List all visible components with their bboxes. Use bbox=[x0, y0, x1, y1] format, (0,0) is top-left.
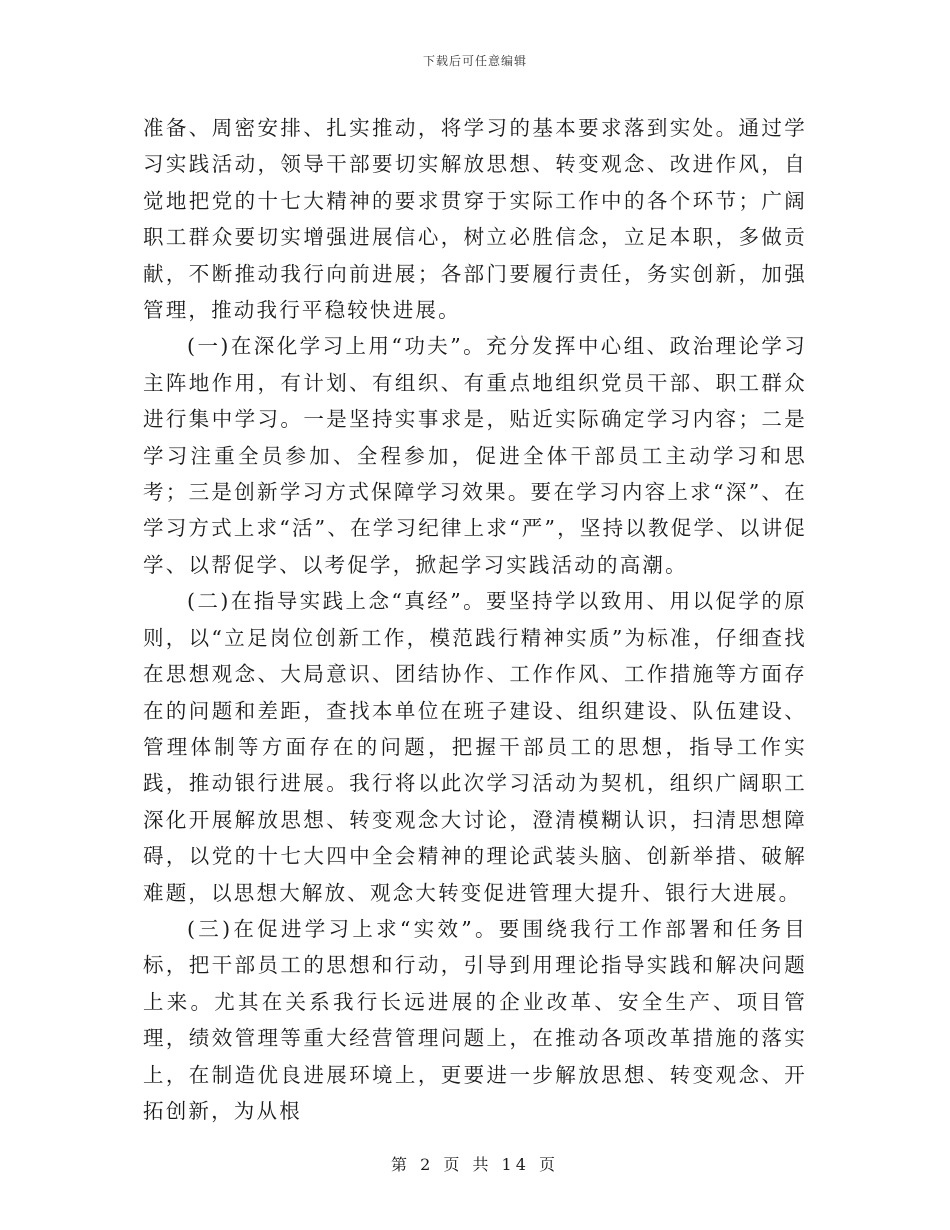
document-body bbox=[143, 110, 807, 1129]
paragraph-section-3: (三)在促进学习上求“实效”。要围绕我行工作部署和任务目标，把干部员工的思想和行动，引导到用理论指导实践和解决问题上来。尤其在关系我行长远进展的企业改革、安全生产、项目管理，绩效管理等重大经营管理问题上，在推动各项改革措施的落实上，在制造优良进展环境上，更要进一步解放思想、转变观念、开拓创新，为从根 bbox=[143, 916, 807, 1123]
paragraph-continuation: 准备、周密安排、扎实推动，将学习的基本要求落到实处。通过学习实践活动，领导干部要切实解放思想、转变观念、改进作风，自觉地把党的十七大精神的要求贯穿于实际工作中的各个环节；广阔职工群众要切实增强进展信心，树立必胜信念，立足本职，多做贡献，不断推动我行向前进展；各部门要履行责任，务实创新，加强管理，推动我行平稳较快进展。 bbox=[143, 116, 807, 323]
paragraph-section-2: (二)在指导实践上念“真经”。要坚持学以致用、用以促学的原则，以“立足岗位创新工作，模范践行精神实质”为标准，仔细查找在思想观念、大局意识、团结协作、工作作风、工作措施等方面存在的问题和差距，查找本单位在班子建设、组织建设、队伍建设、管理体制等方面存在的问题，把握干部员工的思想，指导工作实践，推动银行进展。我行将以此次学习活动为契机，组织广阔职工深化开展解放思想、转变观念大讨论，澄清模糊认识，扫清思想障碍，以党的十七大四中全会精神的理论武装头脑、创新举措、破解难题，以思想大解放、观念大转变促进管理大提升、银行大进展。 bbox=[143, 589, 807, 905]
page-number: 第 2 页 共 14 页 bbox=[391, 1155, 559, 1174]
page-header: 下载后可任意编辑 bbox=[422, 54, 527, 68]
paragraph-section-1: (一)在深化学习上用“功夫”。充分发挥中心组、政治理论学习主阵地作用，有计划、有组织、有重点地组织党员干部、职工群众进行集中学习。一是坚持实事求是，贴近实际确定学习内容；二是学习注重全员参加、全程参加，促进全体干部员工主动学习和思考；三是创新学习方式保障学习效果。要在学习内容上求“深”、在学习方式上求“活”、在学习纪律上求“严”，坚持以教促学、以讲促学、以帮促学、以考促学，掀起学习实践活动的高潮。 bbox=[143, 334, 807, 577]
